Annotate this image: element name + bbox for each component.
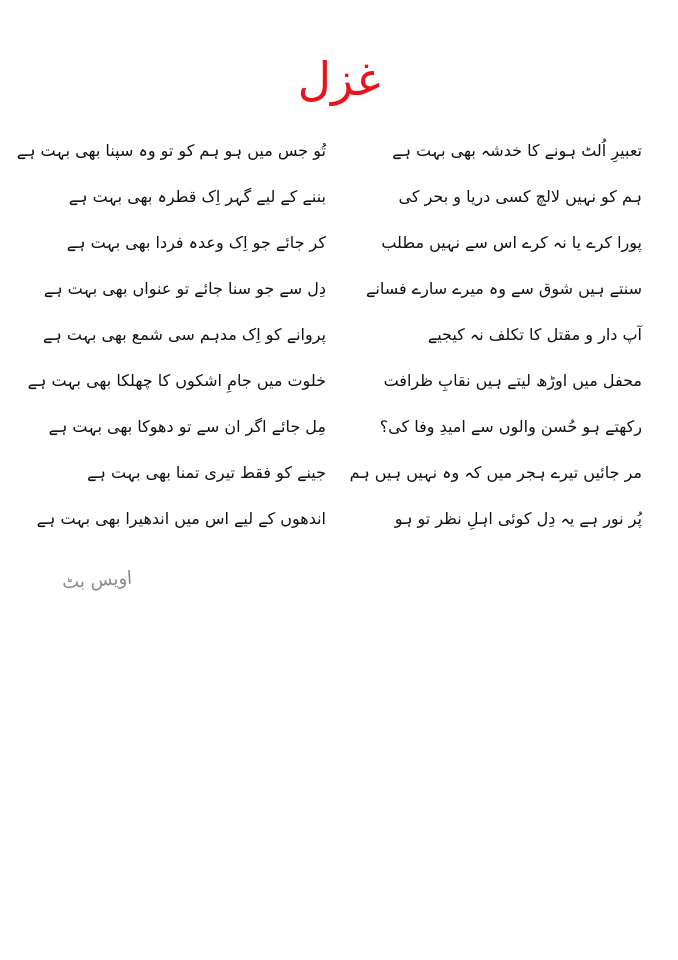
couplet: [16, 138, 642, 184]
couplet-first-line: مر جائیں تیرے ہجر میں کہ وہ نہیں ہیں ہم: [349, 463, 642, 482]
couplet-second-line: دِل سے جو سنا جائے تو عنواں بھی بہت ہے: [43, 279, 326, 298]
couplet: [36, 506, 642, 552]
couplet: [36, 230, 642, 276]
couplet: [36, 322, 642, 368]
couplet: [36, 184, 642, 230]
couplet-first-line: سنتے ہیں شوق سے وہ میرے سارے فسانے: [366, 279, 642, 298]
couplet-second-line: خلوت میں جامِ اشکوں کا چھلکا بھی بہت ہے: [27, 371, 326, 390]
couplet-second-line: اندھوں کے لیے اس میں اندھیرا بھی بہت ہے: [36, 509, 326, 528]
couplet-first-line: رکھتے ہو حُسن والوں سے امیدِ وفا کی؟: [379, 417, 642, 436]
couplet-first-line: پورا کرے یا نہ کرے اس سے نہیں مطلب: [381, 233, 642, 252]
couplet: [36, 460, 642, 506]
couplet-second-line: تُو جس میں ہو ہم کو تو وہ سپنا بھی بہت ہے: [16, 141, 326, 160]
poet-signature: اویس بٹ: [61, 567, 133, 594]
couplet-second-line: جینے کو فقط تیری تمنا بھی بہت ہے: [87, 463, 326, 482]
couplet-first-line: محفل میں اوڑھ لیتے ہیں نقابِ ظرافت: [383, 371, 642, 390]
couplet-first-line: پُر نور ہے یہ دِل کوئی اہلِ نظر تو ہو: [394, 509, 642, 528]
couplet-second-line: مِل جائے اگر ان سے تو دھوکا بھی بہت ہے: [48, 417, 326, 436]
couplet-second-line: پروانے کو اِک مدہم سی شمع بھی بہت ہے: [43, 325, 326, 344]
couplet-second-line: بننے کے لیے گہر اِک قطرہ بھی بہت ہے: [68, 187, 326, 206]
couplet-list: [16, 138, 642, 552]
couplet: [36, 276, 642, 322]
couplet-first-line: ہم کو نہیں لالچ کسی دریا و بحر کی: [398, 187, 642, 206]
couplet: [27, 368, 642, 414]
couplet-first-line: آپ دار و مقتل کا تکلف نہ کیجیے: [427, 325, 642, 344]
couplet-second-line: کر جائے جو اِک وعدہ فردا بھی بہت ہے: [66, 233, 326, 252]
couplet: [36, 414, 642, 460]
poem-title: غزل: [297, 52, 381, 106]
couplet-first-line: تعبیرِ اُلٹ ہونے کا خدشہ بھی بہت ہے: [392, 141, 642, 160]
